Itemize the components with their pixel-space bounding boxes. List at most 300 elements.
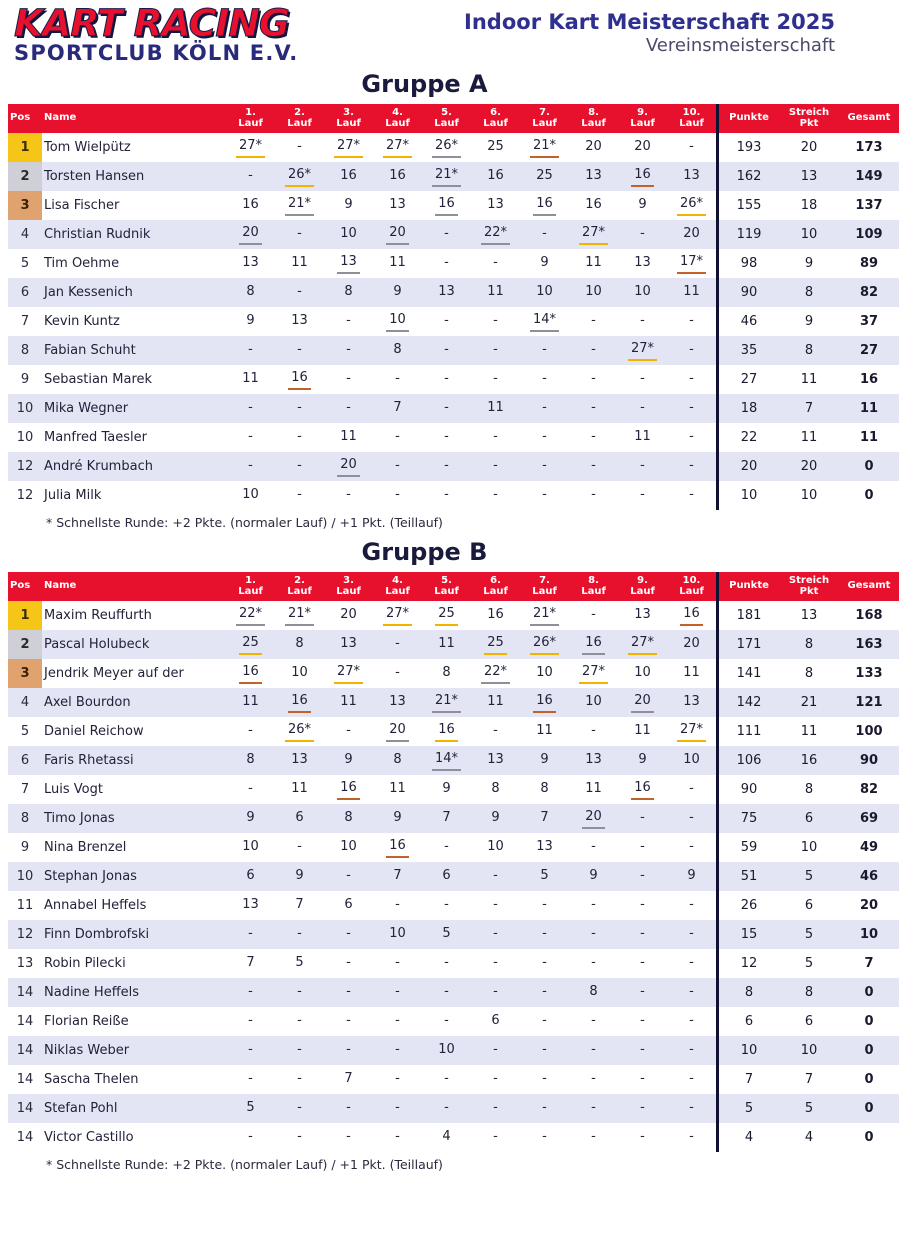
- lauf-value: -: [493, 896, 498, 912]
- cell-lauf-2: [275, 1007, 324, 1036]
- cell-driver-name: Jan Kessenich: [42, 278, 226, 307]
- cell-lauf-3: [324, 746, 373, 775]
- cell-lauf-7: [520, 133, 569, 162]
- cell-lauf-1: [226, 862, 275, 891]
- table-header-row: [8, 572, 899, 601]
- cell-lauf-10: [667, 1094, 718, 1123]
- lauf-value: 13: [337, 254, 360, 274]
- cell-lauf-9: [618, 1007, 667, 1036]
- lauf-value: -: [591, 457, 596, 473]
- cell-driver-name: Stephan Jonas: [42, 862, 226, 891]
- cell-lauf-5: [422, 1094, 471, 1123]
- cell-lauf-8: [569, 249, 618, 278]
- cell-lauf-2: [275, 601, 324, 630]
- footnote: * Schnellste Runde: +2 Pkte. (normaler Lauf) / +1 Pkt. (Teillauf): [46, 1157, 443, 1172]
- cell-lauf-1: [226, 601, 275, 630]
- cell-lauf-10: [667, 920, 718, 949]
- cell-lauf-1: [226, 1036, 275, 1065]
- cell-lauf-8: [569, 833, 618, 862]
- table-row: [8, 394, 899, 423]
- lauf-value: -: [395, 1070, 400, 1086]
- lauf-value: 27*: [579, 664, 608, 684]
- cell-lauf-1: [226, 336, 275, 365]
- lauf-value: 7: [295, 896, 304, 912]
- lauf-value: -: [444, 1070, 449, 1086]
- cell-lauf-8: [569, 862, 618, 891]
- cell-lauf-6: [471, 220, 520, 249]
- cell-lauf-5: [422, 949, 471, 978]
- cell-lauf-6: [471, 601, 520, 630]
- cell-lauf-7: [520, 1094, 569, 1123]
- cell-lauf-5: [422, 1007, 471, 1036]
- cell-lauf-1: [226, 804, 275, 833]
- header-punkte: Punkte: [718, 104, 780, 133]
- lauf-value: -: [591, 1070, 596, 1086]
- table-row: [8, 162, 899, 191]
- cell-streich-pkt: 11: [779, 423, 839, 452]
- cell-streich-pkt: 6: [779, 1007, 839, 1036]
- cell-lauf-7: [520, 1036, 569, 1065]
- lauf-value: -: [297, 1099, 302, 1115]
- lauf-value: 13: [291, 312, 308, 328]
- lauf-value: -: [248, 167, 253, 183]
- lauf-value: -: [297, 138, 302, 154]
- lauf-value: 13: [487, 751, 504, 767]
- lauf-value: -: [689, 370, 694, 386]
- cell-position: 12: [8, 452, 42, 481]
- lauf-value: 27*: [628, 341, 657, 361]
- cell-driver-name: Robin Pilecki: [42, 949, 226, 978]
- cell-lauf-7: [520, 862, 569, 891]
- lauf-value: 5: [246, 1099, 255, 1115]
- lauf-value: -: [493, 954, 498, 970]
- logo-main-text: KART RACING: [14, 2, 289, 45]
- cell-lauf-5: [422, 630, 471, 659]
- cell-lauf-3: [324, 162, 373, 191]
- lauf-value: 11: [634, 428, 651, 444]
- cell-lauf-7: [520, 452, 569, 481]
- lauf-value: -: [542, 925, 547, 941]
- group-section: [0, 70, 891, 530]
- lauf-value: 16: [340, 167, 357, 183]
- cell-punkte: 7: [718, 1065, 780, 1094]
- cell-punkte: 171: [718, 630, 780, 659]
- cell-position: 3: [8, 191, 42, 220]
- cell-lauf-7: [520, 688, 569, 717]
- lauf-value: -: [542, 486, 547, 502]
- cell-punkte: 15: [718, 920, 780, 949]
- cell-lauf-7: [520, 191, 569, 220]
- cell-driver-name: Sebastian Marek: [42, 365, 226, 394]
- cell-lauf-2: [275, 336, 324, 365]
- table-row: [8, 717, 899, 746]
- cell-lauf-6: [471, 1065, 520, 1094]
- cell-driver-name: Christian Rudnik: [42, 220, 226, 249]
- cell-driver-name: Sascha Thelen: [42, 1065, 226, 1094]
- cell-lauf-3: [324, 1123, 373, 1152]
- lauf-value: -: [248, 1041, 253, 1057]
- cell-lauf-4: [373, 804, 422, 833]
- table-row: [8, 630, 899, 659]
- cell-lauf-7: [520, 746, 569, 775]
- cell-lauf-4: [373, 630, 422, 659]
- cell-streich-pkt: 20: [779, 452, 839, 481]
- cell-lauf-10: [667, 1065, 718, 1094]
- lauf-value: -: [248, 428, 253, 444]
- lauf-value: 27*: [579, 225, 608, 245]
- cell-position: 6: [8, 278, 42, 307]
- lauf-value: 9: [442, 780, 451, 796]
- lauf-value: -: [444, 370, 449, 386]
- lauf-value: 9: [393, 283, 402, 299]
- cell-driver-name: Timo Jonas: [42, 804, 226, 833]
- lauf-value: 8: [246, 283, 255, 299]
- cell-lauf-1: [226, 278, 275, 307]
- cell-lauf-1: [226, 688, 275, 717]
- cell-lauf-5: [422, 659, 471, 688]
- cell-lauf-1: [226, 949, 275, 978]
- cell-lauf-9: [618, 365, 667, 394]
- lauf-value: 16: [533, 196, 556, 216]
- lauf-value: 9: [638, 196, 647, 212]
- lauf-value: -: [248, 399, 253, 415]
- cell-lauf-1: [226, 920, 275, 949]
- lauf-value: -: [248, 1070, 253, 1086]
- lauf-value: -: [493, 925, 498, 941]
- lauf-value: 27*: [236, 138, 265, 158]
- header-lauf-10: 10. Lauf: [667, 104, 718, 133]
- cell-lauf-9: [618, 775, 667, 804]
- cell-lauf-6: [471, 336, 520, 365]
- lauf-value: 11: [340, 693, 357, 709]
- lauf-value: -: [444, 486, 449, 502]
- cell-lauf-4: [373, 365, 422, 394]
- lauf-value: -: [493, 457, 498, 473]
- cell-position: 2: [8, 162, 42, 191]
- lauf-value: 13: [389, 196, 406, 212]
- cell-lauf-3: [324, 1007, 373, 1036]
- lauf-value: -: [640, 225, 645, 241]
- cell-gesamt: 46: [839, 862, 899, 891]
- lauf-value: -: [248, 983, 253, 999]
- cell-lauf-6: [471, 452, 520, 481]
- cell-streich-pkt: 6: [779, 804, 839, 833]
- lauf-value: -: [395, 457, 400, 473]
- cell-streich-pkt: 8: [779, 630, 839, 659]
- cell-driver-name: Niklas Weber: [42, 1036, 226, 1065]
- cell-lauf-7: [520, 775, 569, 804]
- header-lauf-5: 5. Lauf: [422, 104, 471, 133]
- cell-streich-pkt: 8: [779, 775, 839, 804]
- cell-punkte: 8: [718, 978, 780, 1007]
- lauf-value: 13: [242, 254, 259, 270]
- lauf-value: -: [346, 1012, 351, 1028]
- cell-lauf-10: [667, 220, 718, 249]
- lauf-value: 13: [683, 167, 700, 183]
- header-lauf-1: 1. Lauf: [226, 104, 275, 133]
- lauf-value: 22*: [481, 225, 510, 245]
- group-section: [0, 538, 891, 1172]
- lauf-value: -: [689, 925, 694, 941]
- lauf-value: 9: [589, 867, 598, 883]
- cell-lauf-3: [324, 423, 373, 452]
- cell-gesamt: 20: [839, 891, 899, 920]
- cell-lauf-6: [471, 394, 520, 423]
- lauf-value: -: [444, 341, 449, 357]
- cell-lauf-5: [422, 775, 471, 804]
- cell-gesamt: 10: [839, 920, 899, 949]
- lauf-value: -: [346, 1128, 351, 1144]
- lauf-value: 11: [389, 780, 406, 796]
- cell-lauf-8: [569, 162, 618, 191]
- cell-streich-pkt: 10: [779, 220, 839, 249]
- cell-gesamt: 168: [839, 601, 899, 630]
- lauf-value: -: [444, 954, 449, 970]
- cell-lauf-2: [275, 862, 324, 891]
- lauf-value: 27*: [334, 138, 363, 158]
- lauf-value: 11: [242, 370, 259, 386]
- cell-lauf-10: [667, 307, 718, 336]
- lauf-value: -: [444, 1099, 449, 1115]
- cell-lauf-10: [667, 601, 718, 630]
- cell-streich-pkt: 21: [779, 688, 839, 717]
- lauf-value: -: [542, 1128, 547, 1144]
- cell-streich-pkt: 9: [779, 307, 839, 336]
- cell-streich-pkt: 10: [779, 481, 839, 510]
- lauf-value: 25: [536, 167, 553, 183]
- lauf-value: 11: [487, 399, 504, 415]
- cell-lauf-2: [275, 920, 324, 949]
- lauf-value: 5: [540, 867, 549, 883]
- lauf-value: 26*: [530, 635, 559, 655]
- cell-gesamt: 82: [839, 278, 899, 307]
- cell-lauf-3: [324, 688, 373, 717]
- lauf-value: 4: [442, 1128, 451, 1144]
- cell-lauf-7: [520, 1007, 569, 1036]
- lauf-value: 16: [680, 606, 703, 626]
- cell-lauf-3: [324, 365, 373, 394]
- lauf-value: 25: [239, 635, 262, 655]
- lauf-value: 20: [386, 225, 409, 245]
- header-streich-pkt: Streich Pkt: [779, 104, 839, 133]
- cell-driver-name: Julia Milk: [42, 481, 226, 510]
- cell-lauf-8: [569, 278, 618, 307]
- lauf-value: -: [689, 1070, 694, 1086]
- cell-lauf-2: [275, 630, 324, 659]
- cell-punkte: 111: [718, 717, 780, 746]
- lauf-value: -: [591, 341, 596, 357]
- cell-lauf-5: [422, 278, 471, 307]
- lauf-value: -: [591, 370, 596, 386]
- cell-punkte: 12: [718, 949, 780, 978]
- lauf-value: 20: [634, 138, 651, 154]
- lauf-value: -: [493, 722, 498, 738]
- cell-gesamt: 0: [839, 1123, 899, 1152]
- cell-driver-name: Pascal Holubeck: [42, 630, 226, 659]
- lauf-value: 27*: [628, 635, 657, 655]
- lauf-value: -: [395, 664, 400, 680]
- cell-lauf-9: [618, 833, 667, 862]
- cell-lauf-1: [226, 249, 275, 278]
- cell-lauf-7: [520, 833, 569, 862]
- cell-lauf-3: [324, 307, 373, 336]
- cell-lauf-7: [520, 220, 569, 249]
- lauf-value: 27*: [677, 722, 706, 742]
- cell-lauf-5: [422, 481, 471, 510]
- cell-lauf-4: [373, 249, 422, 278]
- lauf-value: -: [346, 399, 351, 415]
- cell-lauf-7: [520, 423, 569, 452]
- cell-lauf-9: [618, 601, 667, 630]
- cell-lauf-8: [569, 775, 618, 804]
- lauf-value: 6: [246, 867, 255, 883]
- cell-lauf-9: [618, 162, 667, 191]
- lauf-value: 13: [585, 167, 602, 183]
- cell-position: 7: [8, 775, 42, 804]
- lauf-value: -: [640, 809, 645, 825]
- cell-lauf-5: [422, 191, 471, 220]
- cell-lauf-3: [324, 891, 373, 920]
- cell-lauf-5: [422, 601, 471, 630]
- lauf-value: 13: [585, 751, 602, 767]
- lauf-value: 8: [295, 635, 304, 651]
- header-lauf-2: 2. Lauf: [275, 104, 324, 133]
- cell-lauf-1: [226, 481, 275, 510]
- lauf-value: -: [395, 954, 400, 970]
- cell-lauf-9: [618, 920, 667, 949]
- cell-streich-pkt: 8: [779, 278, 839, 307]
- cell-lauf-3: [324, 481, 373, 510]
- cell-lauf-9: [618, 249, 667, 278]
- cell-lauf-1: [226, 1007, 275, 1036]
- cell-lauf-6: [471, 978, 520, 1007]
- cell-lauf-3: [324, 336, 373, 365]
- header-lauf-8: 8. Lauf: [569, 572, 618, 601]
- lauf-value: -: [591, 1012, 596, 1028]
- cell-lauf-2: [275, 949, 324, 978]
- cell-lauf-6: [471, 1123, 520, 1152]
- cell-gesamt: 100: [839, 717, 899, 746]
- cell-lauf-5: [422, 307, 471, 336]
- lauf-value: 10: [634, 664, 651, 680]
- cell-lauf-10: [667, 249, 718, 278]
- lauf-value: -: [542, 225, 547, 241]
- cell-lauf-4: [373, 452, 422, 481]
- lauf-value: 13: [340, 635, 357, 651]
- cell-lauf-5: [422, 133, 471, 162]
- lauf-value: -: [689, 954, 694, 970]
- cell-lauf-10: [667, 833, 718, 862]
- cell-lauf-4: [373, 191, 422, 220]
- lauf-value: -: [346, 341, 351, 357]
- lauf-value: 21*: [285, 606, 314, 626]
- lauf-value: -: [689, 1128, 694, 1144]
- cell-lauf-10: [667, 1007, 718, 1036]
- cell-driver-name: Fabian Schuht: [42, 336, 226, 365]
- lauf-value: 8: [393, 341, 402, 357]
- lauf-value: -: [689, 399, 694, 415]
- cell-lauf-10: [667, 659, 718, 688]
- cell-punkte: 10: [718, 481, 780, 510]
- cell-lauf-3: [324, 601, 373, 630]
- cell-lauf-3: [324, 833, 373, 862]
- table-row: [8, 804, 899, 833]
- lauf-value: -: [591, 312, 596, 328]
- lauf-value: -: [689, 1041, 694, 1057]
- lauf-value: -: [689, 1099, 694, 1115]
- cell-lauf-2: [275, 804, 324, 833]
- cell-lauf-7: [520, 481, 569, 510]
- cell-lauf-10: [667, 804, 718, 833]
- lauf-value: 10: [291, 664, 308, 680]
- cell-lauf-10: [667, 862, 718, 891]
- lauf-value: 10: [585, 693, 602, 709]
- cell-lauf-1: [226, 162, 275, 191]
- cell-gesamt: 0: [839, 1094, 899, 1123]
- cell-lauf-7: [520, 1123, 569, 1152]
- cell-lauf-8: [569, 717, 618, 746]
- header-name: Name: [42, 572, 226, 601]
- cell-lauf-7: [520, 949, 569, 978]
- cell-lauf-7: [520, 394, 569, 423]
- cell-lauf-4: [373, 133, 422, 162]
- cell-lauf-9: [618, 1036, 667, 1065]
- header-lauf-1: 1. Lauf: [226, 572, 275, 601]
- cell-lauf-3: [324, 452, 373, 481]
- lauf-value: -: [346, 925, 351, 941]
- lauf-value: -: [689, 486, 694, 502]
- lauf-value: -: [640, 1099, 645, 1115]
- cell-lauf-3: [324, 630, 373, 659]
- lauf-value: -: [297, 925, 302, 941]
- cell-lauf-10: [667, 278, 718, 307]
- cell-lauf-10: [667, 452, 718, 481]
- lauf-value: -: [346, 1099, 351, 1115]
- header-lauf-9: 9. Lauf: [618, 104, 667, 133]
- cell-lauf-7: [520, 978, 569, 1007]
- lauf-value: -: [493, 1099, 498, 1115]
- lauf-value: -: [689, 780, 694, 796]
- header-lauf-6: 6. Lauf: [471, 104, 520, 133]
- cell-lauf-2: [275, 1094, 324, 1123]
- lauf-value: -: [297, 399, 302, 415]
- lauf-value: 10: [634, 283, 651, 299]
- cell-driver-name: Tim Oehme: [42, 249, 226, 278]
- cell-driver-name: Maxim Reuffurth: [42, 601, 226, 630]
- table-row: [8, 1065, 899, 1094]
- lauf-value: 9: [246, 809, 255, 825]
- cell-lauf-4: [373, 162, 422, 191]
- cell-position: 8: [8, 336, 42, 365]
- lauf-value: 10: [389, 925, 406, 941]
- cell-lauf-1: [226, 394, 275, 423]
- lauf-value: -: [346, 1041, 351, 1057]
- lauf-value: 9: [638, 751, 647, 767]
- cell-lauf-2: [275, 452, 324, 481]
- lauf-value: -: [542, 1099, 547, 1115]
- cell-lauf-2: [275, 423, 324, 452]
- lauf-value: -: [395, 983, 400, 999]
- cell-lauf-4: [373, 775, 422, 804]
- cell-lauf-2: [275, 833, 324, 862]
- cell-position: 13: [8, 949, 42, 978]
- lauf-value: 6: [295, 809, 304, 825]
- club-logo: [14, 2, 324, 66]
- lauf-value: 9: [540, 751, 549, 767]
- cell-position: 14: [8, 1123, 42, 1152]
- lauf-value: -: [591, 1128, 596, 1144]
- cell-lauf-9: [618, 336, 667, 365]
